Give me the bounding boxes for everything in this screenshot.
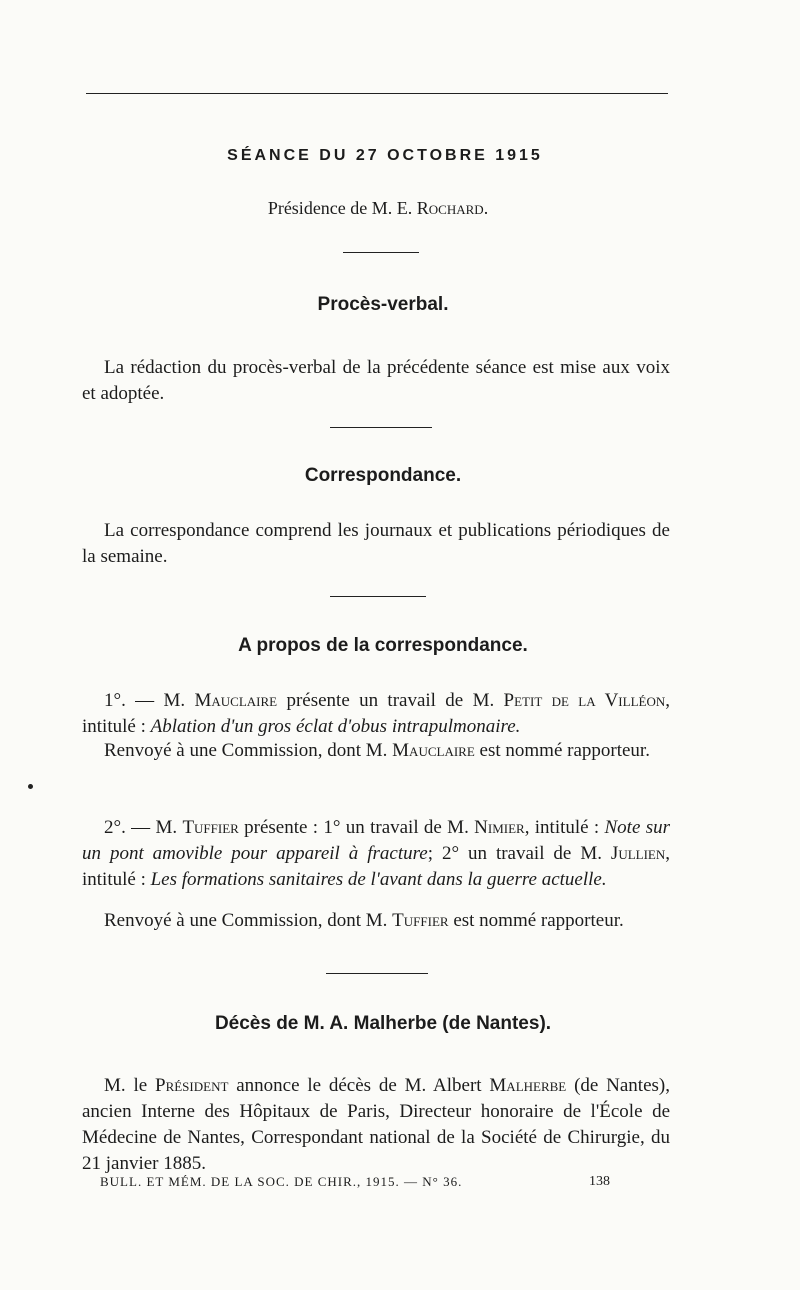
item2-number: 2°. — M. — [104, 817, 183, 838]
proces-verbal-text: La rédaction du procès-verbal de la précédente séance est mise aux voix et adoptée. — [82, 357, 670, 404]
item2-renvoi-name: Tuffier — [392, 910, 449, 931]
item1-paragraph — [82, 688, 670, 740]
presidence-line — [0, 198, 756, 219]
item1-mid: présente un travail de M. — [277, 690, 504, 711]
item1-author: Mauclaire — [194, 690, 278, 711]
presidence-prefix: Présidence de M. E. — [267, 198, 417, 218]
item2-title2: Les formations sanitaires de l'avant dans la guerre actuelle. — [150, 869, 607, 890]
correspondance-text: La correspondance comprend les journaux et publications périodiques de la semaine. — [82, 520, 670, 567]
deces-name: Malherbe — [489, 1075, 567, 1096]
presidence-suffix: . — [483, 198, 489, 218]
heading-correspondance: Correspondance. — [304, 465, 462, 486]
item2-intitule1: , intitulé : — [524, 817, 605, 838]
item1-intitule: , intitulé : — [82, 690, 670, 737]
item2-title1: Note sur un pont amovible pour appareil à fracture — [82, 817, 670, 864]
deces-president: Président — [155, 1075, 229, 1096]
separator-rule — [330, 596, 426, 597]
deces-prefix: M. le — [104, 1075, 155, 1096]
item2-author: Tuffier — [182, 817, 239, 838]
item2-renvoi-b: est nommé rapporteur. — [448, 910, 624, 931]
item1-person: Petit de la Villéon — [503, 690, 666, 711]
heading-a-propos: A propos de la correspondance. — [238, 635, 528, 656]
item2-renvoi — [82, 908, 670, 934]
separator-rule — [343, 252, 419, 253]
heading-proces-verbal: Procès-verbal. — [317, 294, 449, 315]
item1-renvoi-a: Renvoyé à une Commission, dont M. — [104, 740, 393, 761]
item1-renvoi — [82, 738, 670, 764]
deces-paragraph — [82, 1073, 670, 1177]
item2-person2: Jullien — [610, 843, 666, 864]
footer-citation: BULL. ET MÉM. DE LA SOC. DE CHIR., 1915. — N° 36. — [100, 1174, 463, 1189]
item2-paragraph — [82, 815, 670, 893]
margin-dot — [28, 784, 33, 789]
item2-mid1: présente : 1° un travail de M. — [238, 817, 475, 838]
item2-renvoi-a: Renvoyé à une Commission, dont M. — [104, 910, 393, 931]
session-title: SÉANCE DU 27 OCTOBRE 1915 — [227, 147, 543, 164]
item2-mid2: ; 2° un travail de M. — [427, 843, 611, 864]
item1-number: 1°. — M. — [104, 690, 195, 711]
top-rule — [86, 93, 668, 94]
separator-rule — [330, 427, 432, 428]
item1-renvoi-name: Mauclaire — [392, 740, 475, 761]
heading-deces: Décès de M. A. Malherbe (de Nantes). — [214, 1013, 552, 1034]
separator-rule — [326, 973, 428, 974]
item2-intitule2: , intitulé : — [82, 843, 670, 890]
deces-rest: (de Nantes), ancien Interne des Hôpitaux de Paris, Directeur honoraire de l'École de Médecine de Nantes, Correspondant national de la Société de Chirurgie, du 21 janvier 1885. — [82, 1075, 670, 1174]
deces-mid: annonce le décès de M. Albert — [228, 1075, 490, 1096]
item2-person1: Nimier — [474, 817, 525, 838]
item1-title: Ablation d'un gros éclat d'obus intrapulmonaire. — [150, 716, 521, 737]
page-number: 138 — [589, 1174, 610, 1189]
item1-renvoi-b: est nommé rapporteur. — [474, 740, 650, 761]
page-footer — [100, 1174, 610, 1190]
president-name: Rochard — [416, 198, 484, 218]
